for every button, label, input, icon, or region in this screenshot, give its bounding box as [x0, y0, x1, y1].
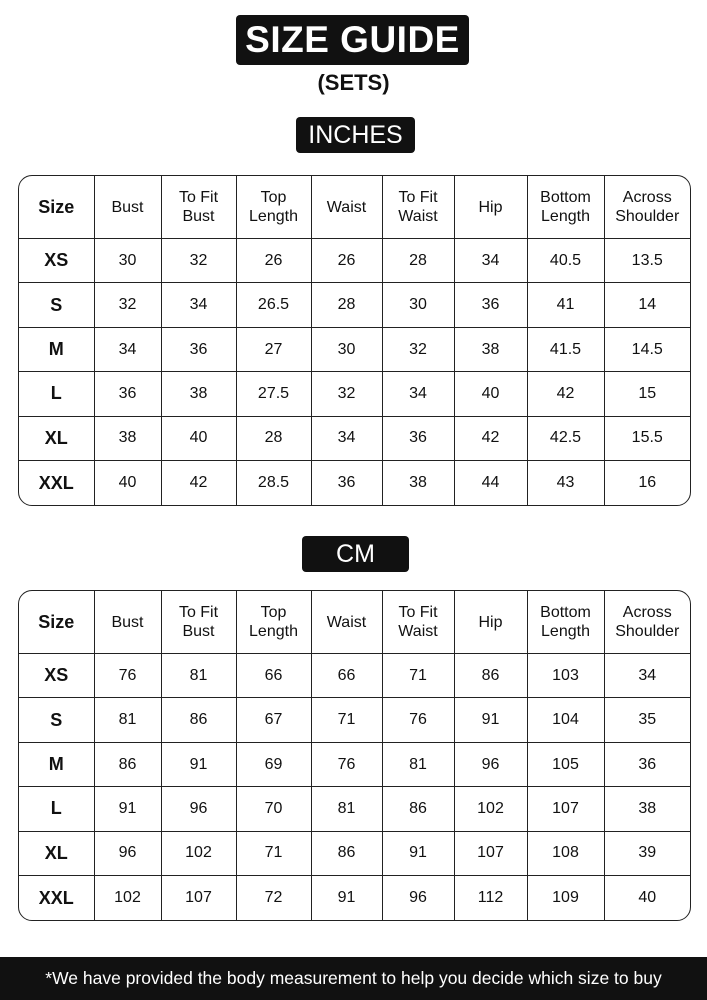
measurement-cell: 13.5 [604, 239, 690, 283]
measurement-cell: 102 [454, 787, 527, 831]
measurement-cell: 32 [311, 372, 382, 416]
measurement-cell: 34 [161, 283, 236, 327]
measurement-cell: 16 [638, 474, 657, 492]
measurement-cell: 34 [604, 654, 690, 698]
measurement-cell: 39 [604, 831, 690, 875]
measurement-cell: 107 [527, 787, 604, 831]
measurement-cell: 32 [382, 327, 454, 371]
column-header: To Fit Bust [161, 591, 236, 654]
table-row [19, 654, 690, 698]
table-row [19, 787, 690, 831]
measurement-cell: 81 [311, 787, 382, 831]
measurement-cell: 32 [161, 239, 236, 283]
measurement-cell: 42 [454, 416, 527, 460]
table-row [19, 698, 690, 742]
measurement-cell: 102 [161, 831, 236, 875]
column-header: Bust [94, 176, 161, 239]
measurement-cell: 35 [604, 698, 690, 742]
page-title: SIZE GUIDE [236, 15, 469, 65]
measurement-cell: 96 [454, 742, 527, 786]
measurement-cell: 36 [311, 461, 382, 505]
measurement-cell: 86 [382, 787, 454, 831]
measurement-cell: 42.5 [527, 416, 604, 460]
measurement-cell: 40 [638, 889, 657, 907]
size-cell: M [19, 742, 94, 786]
table-row [19, 283, 690, 327]
measurement-cell: 96 [94, 831, 161, 875]
table-row [19, 327, 690, 371]
measurement-cell: 30 [311, 327, 382, 371]
measurement-cell: 91 [311, 876, 382, 920]
measurement-cell: 71 [311, 698, 382, 742]
measurement-cell: 40 [94, 461, 161, 505]
measurement-cell: 42 [527, 372, 604, 416]
measurement-cell: 91 [382, 831, 454, 875]
table-row [19, 831, 690, 875]
measurement-cell: 81 [94, 698, 161, 742]
column-header: Hip [454, 176, 527, 239]
column-header: Across Shoulder [604, 176, 690, 239]
measurement-cell: 66 [311, 654, 382, 698]
column-header: To Fit Waist [382, 176, 454, 239]
measurement-cell: 91 [94, 787, 161, 831]
footer-note: *We have provided the body measurement to help you decide which size to buy [0, 957, 707, 1000]
cm-size-table [18, 590, 691, 921]
measurement-cell: 38 [454, 327, 527, 371]
measurement-cell: 40 [161, 416, 236, 460]
measurement-cell: 107 [454, 831, 527, 875]
column-header: Bottom Length [527, 591, 604, 654]
measurement-cell: 102 [94, 876, 161, 920]
size-cell: S [19, 698, 94, 742]
measurement-cell: 76 [94, 654, 161, 698]
measurement-cell: 67 [236, 698, 311, 742]
measurement-cell: 41.5 [527, 327, 604, 371]
measurement-cell: 96 [161, 787, 236, 831]
measurement-cell: 107 [161, 876, 236, 920]
measurement-cell: 30 [94, 239, 161, 283]
measurement-cell: 72 [236, 876, 311, 920]
measurement-cell: 27.5 [236, 372, 311, 416]
measurement-cell: 34 [94, 327, 161, 371]
size-cell: M [19, 327, 94, 371]
size-cell: XXL [19, 461, 94, 505]
measurement-cell: 28 [236, 416, 311, 460]
table-row [19, 461, 690, 505]
measurement-cell: 14 [604, 283, 690, 327]
column-header: Size [19, 176, 94, 239]
measurement-cell: 96 [382, 876, 454, 920]
table-row [19, 416, 690, 460]
measurement-cell: 34 [311, 416, 382, 460]
measurement-cell: 41 [527, 283, 604, 327]
size-cell: S [19, 283, 94, 327]
measurement-cell: 108 [527, 831, 604, 875]
measurement-cell: 86 [161, 698, 236, 742]
page-subtitle: (SETS) [317, 70, 390, 95]
table-row [19, 742, 690, 786]
inches-size-table [18, 175, 691, 506]
measurement-cell: 86 [94, 742, 161, 786]
measurement-cell: 30 [382, 283, 454, 327]
measurement-cell: 38 [604, 787, 690, 831]
size-cell: XXL [19, 876, 94, 920]
measurement-cell: 26 [311, 239, 382, 283]
column-header: To Fit Waist [382, 591, 454, 654]
measurement-cell: 26 [236, 239, 311, 283]
measurement-cell: 15 [604, 372, 690, 416]
measurement-cell: 34 [454, 239, 527, 283]
column-header: To Fit Bust [161, 176, 236, 239]
size-cell: L [19, 787, 94, 831]
column-header: Bust [94, 591, 161, 654]
measurement-cell: 38 [94, 416, 161, 460]
measurement-cell: 27 [236, 327, 311, 371]
column-header: Top Length [236, 591, 311, 654]
measurement-cell: 28.5 [236, 461, 311, 505]
measurement-cell: 71 [382, 654, 454, 698]
measurement-cell: 28 [382, 239, 454, 283]
column-header: Top Length [236, 176, 311, 239]
measurement-cell: 86 [454, 654, 527, 698]
measurement-cell: 14.5 [604, 327, 690, 371]
measurement-cell: 76 [382, 698, 454, 742]
measurement-cell: 112 [454, 876, 527, 920]
measurement-cell: 38 [161, 372, 236, 416]
table-row [19, 239, 690, 283]
measurement-cell: 36 [161, 327, 236, 371]
measurement-cell: 40 [454, 372, 527, 416]
measurement-cell: 91 [454, 698, 527, 742]
measurement-cell: 81 [161, 654, 236, 698]
size-cell: XL [19, 416, 94, 460]
size-cell: XS [19, 654, 94, 698]
measurement-cell: 86 [311, 831, 382, 875]
measurement-cell: 26.5 [236, 283, 311, 327]
measurement-cell: 36 [604, 742, 690, 786]
measurement-cell: 44 [454, 461, 527, 505]
cm-section-label: CM [302, 536, 409, 572]
measurement-cell: 28 [311, 283, 382, 327]
measurement-cell: 40.5 [527, 239, 604, 283]
inches-section-label: INCHES [296, 117, 415, 153]
measurement-cell: 38 [382, 461, 454, 505]
measurement-cell: 69 [236, 742, 311, 786]
measurement-cell: 76 [311, 742, 382, 786]
column-header: Bottom Length [527, 176, 604, 239]
measurement-cell: 70 [236, 787, 311, 831]
column-header: Waist [311, 176, 382, 239]
measurement-cell: 109 [527, 876, 604, 920]
measurement-cell: 91 [161, 742, 236, 786]
measurement-cell: 34 [382, 372, 454, 416]
measurement-cell: 66 [236, 654, 311, 698]
size-cell: L [19, 372, 94, 416]
measurement-cell: 71 [236, 831, 311, 875]
measurement-cell: 36 [382, 416, 454, 460]
column-header: Across Shoulder [604, 591, 690, 654]
size-cell: XS [19, 239, 94, 283]
measurement-cell: 43 [527, 461, 604, 505]
measurement-cell: 36 [94, 372, 161, 416]
measurement-cell: 42 [161, 461, 236, 505]
measurement-cell: 103 [527, 654, 604, 698]
measurement-cell: 32 [94, 283, 161, 327]
measurement-cell: 105 [527, 742, 604, 786]
column-header: Waist [311, 591, 382, 654]
column-header: Hip [454, 591, 527, 654]
measurement-cell: 104 [527, 698, 604, 742]
table-row [19, 876, 690, 920]
measurement-cell: 81 [382, 742, 454, 786]
measurement-cell: 15.5 [604, 416, 690, 460]
size-cell: XL [19, 831, 94, 875]
table-row [19, 372, 690, 416]
measurement-cell: 36 [454, 283, 527, 327]
column-header: Size [19, 591, 94, 654]
